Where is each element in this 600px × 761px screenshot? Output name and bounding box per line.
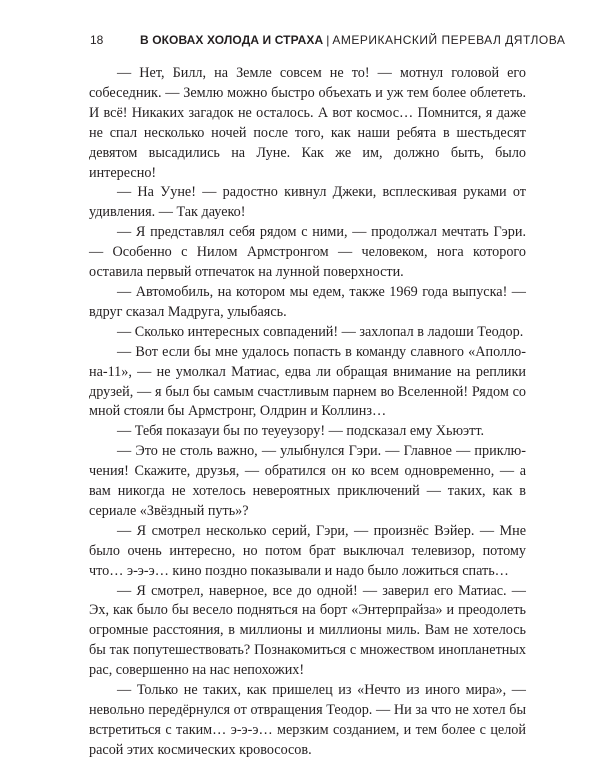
paragraph: — Вот если бы мне удалось попасть в команду славного «Аполлона-11», — не умолкал Матиас, едва ли обращая внимание на реплики друзей, — я был бы самым счастливым парнем во Вселенной! Рядом со мной стояли бы Армстронг, Олдрин и Коллинз…	[89, 343, 526, 420]
page-number: 18	[90, 33, 104, 47]
paragraph: — Автомобиль, на котором мы едем, также 1969 года выпуска! — вдруг сказал Мадруга, улыбаясь.	[89, 283, 526, 320]
paragraph: — Я смотрел, наверное, все до одной! — заверил его Матиас. — Эх, как было бы весело подняться на борт «Энтерпрайза» и преодолеть огромные расстояния, в миллионы и миллионы миль. Вам не хотелось бы так попутешествовать? Познакомиться с множеством инопланетных рас, совершенно на нас непохожих!	[89, 582, 526, 679]
paragraph: — Я смотрел несколько серий, Гэри, — произнёс Вэйер. — Мне было очень интересно, но потом брат выключал телевизор, потому что… э-э-э… кино поздно показывали и надо было ложиться спать…	[89, 522, 526, 579]
paragraph: — Это не столь важно, — улыбнулся Гэри. — Главное — приключения! Скажите, друзья, — обратился он ко всем одновременно, — а вам никогда не хотелось невероятных приключений — таких, как в сериале «Звёздный путь»?	[89, 443, 526, 519]
paragraph: — Тебя показауи бы по теуеузору! — подсказал ему Хьюэтт.	[117, 423, 485, 440]
paragraph: — Нет, Билл, на Земле совсем не то! — мотнул головой его собеседник. — Землю можно быстро объехать и уж тем более облететь. И всё! Никаких загадок не осталось. А вот космос… Помнится, я даже не спал несколько ночей после того, как наши ребята в шестьдесят девятом высадились на Луне. Как же им, должно быть, было интересно!	[89, 65, 526, 181]
book-title: В ОКОВАХ ХОЛОДА И СТРАХА	[140, 33, 324, 47]
header-separator: |	[326, 33, 330, 47]
running-head	[90, 30, 566, 50]
body-text	[89, 64, 526, 761]
paragraph: — Только не таких, как пришелец из «Нечто из иного мира», — невольно передёрнулся от отвращения Теодор. — Ни за что не хотел бы встретиться с таким… э-э-э… мерзким созданием, и тем более с целой расой этих космических кровососов.	[89, 682, 526, 758]
chapter-title: АМЕРИКАНСКИЙ ПЕРЕВАЛ ДЯТЛОВА	[332, 33, 566, 47]
paragraph: — Я представлял себя рядом с ними, — продолжал мечтать Гэри. — Особенно с Нилом Армстронгом — человеком, нога которого оставила первый отпечаток на лунной поверхности.	[89, 224, 526, 281]
paragraph: — На Ууне! — радостно кивнул Джеки, всплескивая руками от удивления. — Так дауеко!	[89, 184, 526, 221]
paragraph: — Сколько интересных совпадений! — захлопал в ладоши Теодор.	[117, 323, 524, 340]
